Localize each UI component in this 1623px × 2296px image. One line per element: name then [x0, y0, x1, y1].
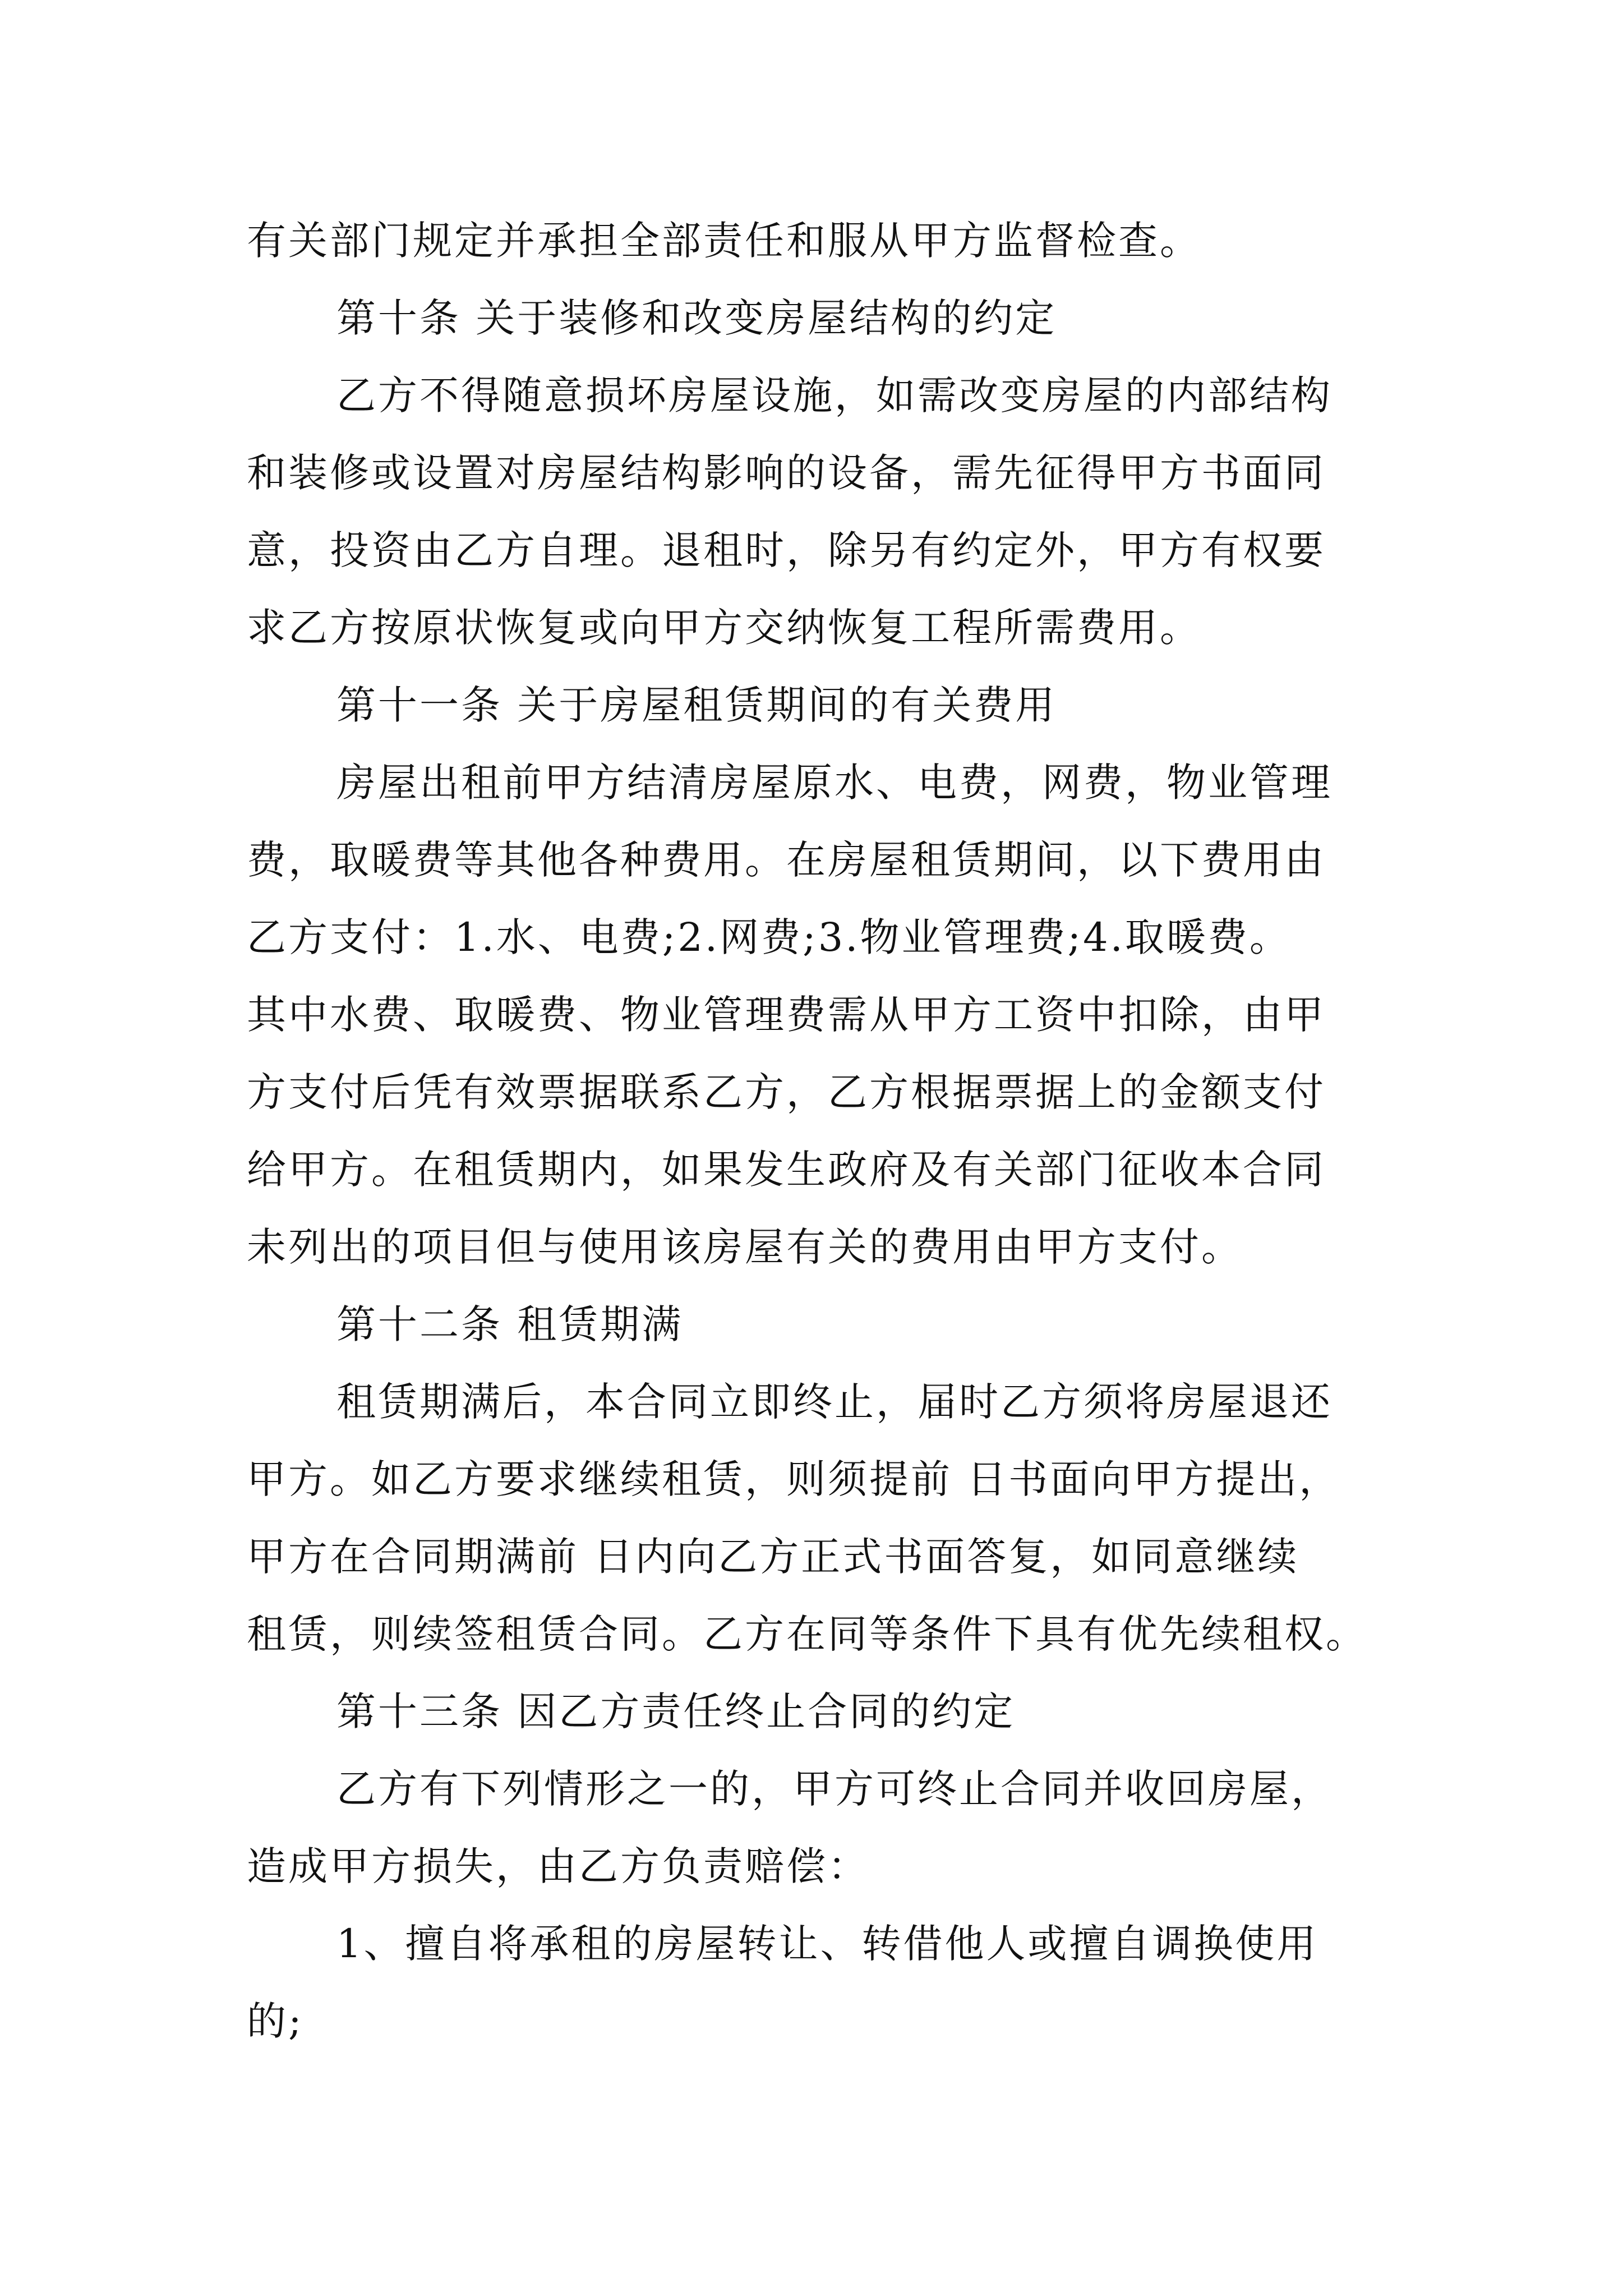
paragraph-line: 乙方有下列情形之一的，甲方可终止合同并收回房屋，	[336, 1766, 1332, 1812]
paragraph-line: 其中水费、取暖费、物业管理费需从甲方工资中扣除，由甲	[247, 992, 1326, 1038]
section-heading: 第十三条 因乙方责任终止合同的约定	[336, 1688, 1016, 1734]
document-body	[247, 202, 1396, 2060]
paragraph-line: 未列出的项目但与使用该房屋有关的费用由甲方支付。	[247, 1224, 1243, 1270]
paragraph-line: 有关部门规定并承担全部责任和服从甲方监督检查。	[247, 218, 1201, 264]
paragraph-line: 意，投资由乙方自理。退租时，除另有约定外，甲方有权要	[247, 527, 1326, 573]
paragraph-line: 造成甲方损失，由乙方负责赔偿：	[247, 1843, 869, 1889]
list-item: 1、擅自将承租的房屋转让、转借他人或擅自调换使用	[336, 1921, 1318, 1967]
paragraph-line: 方支付后凭有效票据联系乙方，乙方根据票据上的金额支付	[247, 1069, 1326, 1115]
paragraph-line: 租赁期满后，本合同立即终止，届时乙方须将房屋退还	[336, 1379, 1332, 1425]
paragraph-line: 求乙方按原状恢复或向甲方交纳恢复工程所需费用。	[247, 605, 1201, 651]
paragraph-line: 乙方不得随意损坏房屋设施，如需改变房屋的内部结构	[336, 372, 1332, 418]
paragraph-line: 甲方在合同期满前 日内向乙方正式书面答复，如同意继续	[247, 1534, 1299, 1580]
paragraph-line: 给甲方。在租赁期内，如果发生政府及有关部门征收本合同	[247, 1147, 1326, 1193]
section-heading: 第十二条 租赁期满	[336, 1301, 684, 1347]
list-item-continuation: 的;	[247, 1998, 304, 2044]
paragraph-line: 房屋出租前甲方结清房屋原水、电费，网费，物业管理	[336, 760, 1332, 806]
paragraph-line: 和装修或设置对房屋结构影响的设备，需先征得甲方书面同	[247, 450, 1326, 496]
section-heading: 第十一条 关于房屋租赁期间的有关费用	[336, 682, 1057, 728]
section-heading: 第十条 关于装修和改变房屋结构的约定	[336, 295, 1057, 341]
paragraph-line: 乙方支付：1.水、电费;2.网费;3.物业管理费;4.取暖费。	[247, 914, 1291, 960]
paragraph-line: 费，取暖费等其他各种费用。在房屋租赁期间，以下费用由	[247, 837, 1326, 883]
paragraph-line: 甲方。如乙方要求继续租赁，则须提前 日书面向甲方提出，	[247, 1456, 1341, 1502]
paragraph-line: 租赁，则续签租赁合同。乙方在同等条件下具有优先续租权。	[247, 1611, 1367, 1657]
